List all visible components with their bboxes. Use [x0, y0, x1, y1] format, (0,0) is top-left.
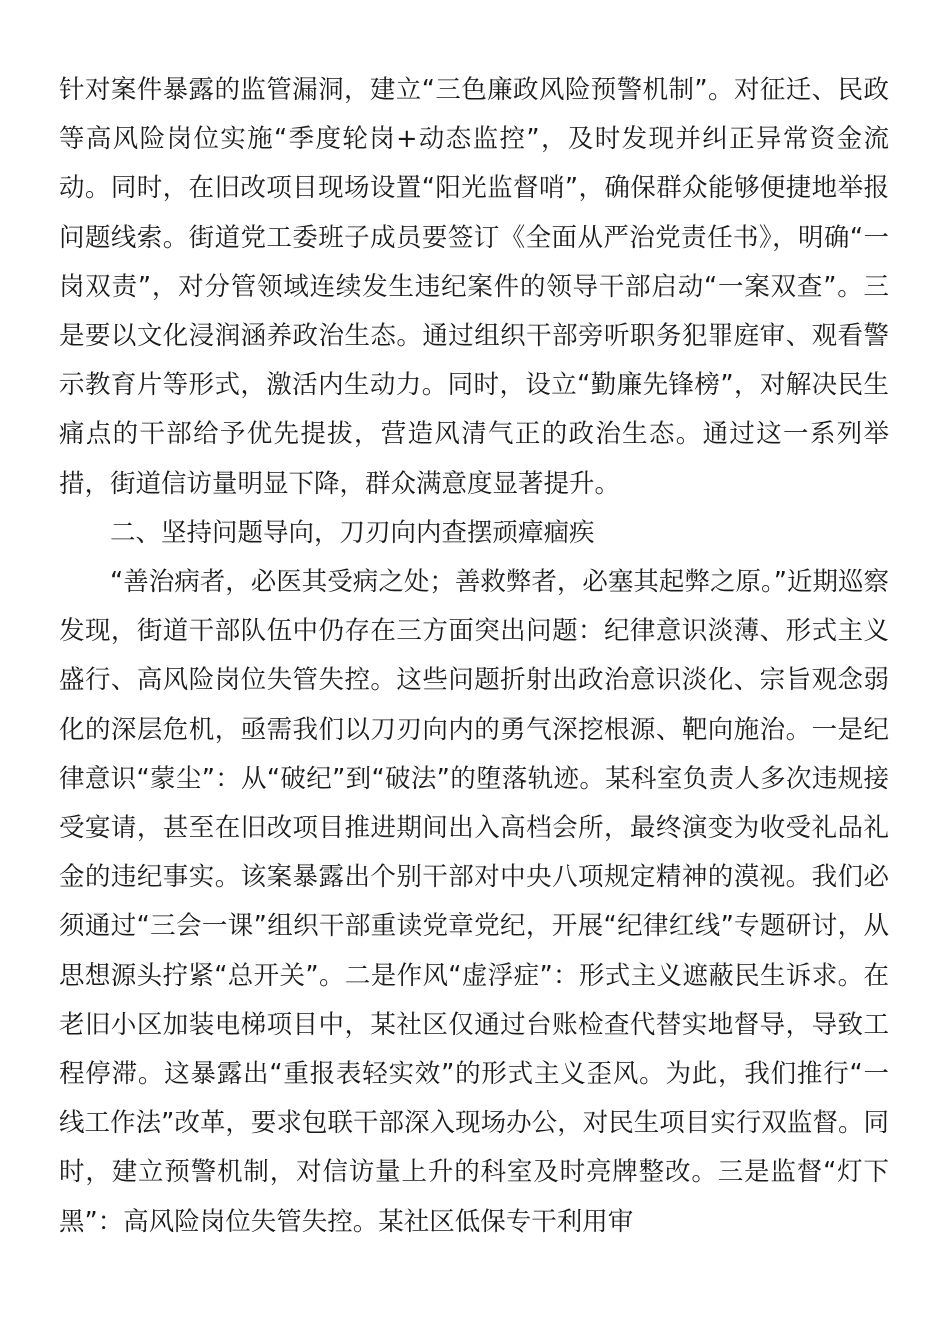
document-body: [59, 66, 889, 1247]
section-heading: 二、坚持问题导向，刀刃向内查摆顽瘴痼疾: [110, 517, 595, 548]
continuation-paragraph: 针对案件暴露的监管漏洞，建立“三色廉政风险预警机制”。对征迁、民政等高风险岗位实施“季度轮岗+动态监控”，及时发现并纠正异常资金流动。同时，在旧改项目现场设置“阳光监督哨”，确保群众能够便捷地举报问题线索。街道党工委班子成员要签订《全面从严治党责任书》，明确“一岗双责”，对分管领域连续发生违纪案件的领导干部启动“一案双查”。三是要以文化浸润涵养政治生态。通过组织干部旁听职务犯罪庭审、观看警示教育片等形式，激活内生动力。同时，设立“勤廉先锋榜”，对解决民生痛点的干部给予优先提拔，营造风清气正的政治生态。通过这一系列举措，街道信访量明显下降，群众满意度显著提升。: [59, 75, 889, 499]
section-paragraph: “善治病者，必医其受病之处；善救弊者，必塞其起弊之原。”近期巡察发现，街道干部队伍中仍存在三方面突出问题：纪律意识淡薄、形式主义盛行、高风险岗位失管失控。这些问题折射出政治意识淡化、宗旨观念弱化的深层危机，亟需我们以刀刃向内的勇气深挖根源、靶向施治。一是纪律意识“蒙尘”：从“破纪”到“破法”的堕落轨迹。某科室负责人多次违规接受宴请，甚至在旧改项目推进期间出入高档会所，最终演变为收受礼品礼金的违纪事实。该案暴露出个别干部对中央八项规定精神的漠视。我们必须通过“三会一课”组织干部重读党章党纪，开展“纪律红线”专题研讨，从思想源头拧紧“总开关”。二是作风“虚浮症”：形式主义遮蔽民生诉求。在老旧小区加装电梯项目中，某社区仅通过台账检查代替实地督导，导致工程停滞。这暴露出“重报表轻实效”的形式主义歪风。为此，我们推行“一线工作法”改革，要求包联干部深入现场办公，对民生项目实行双监督。同时，建立预警机制，对信访量上升的科室及时亮牌整改。三是监督“灯下黑”：高风险岗位失管失控。某社区低保专干利用审: [59, 567, 889, 1237]
